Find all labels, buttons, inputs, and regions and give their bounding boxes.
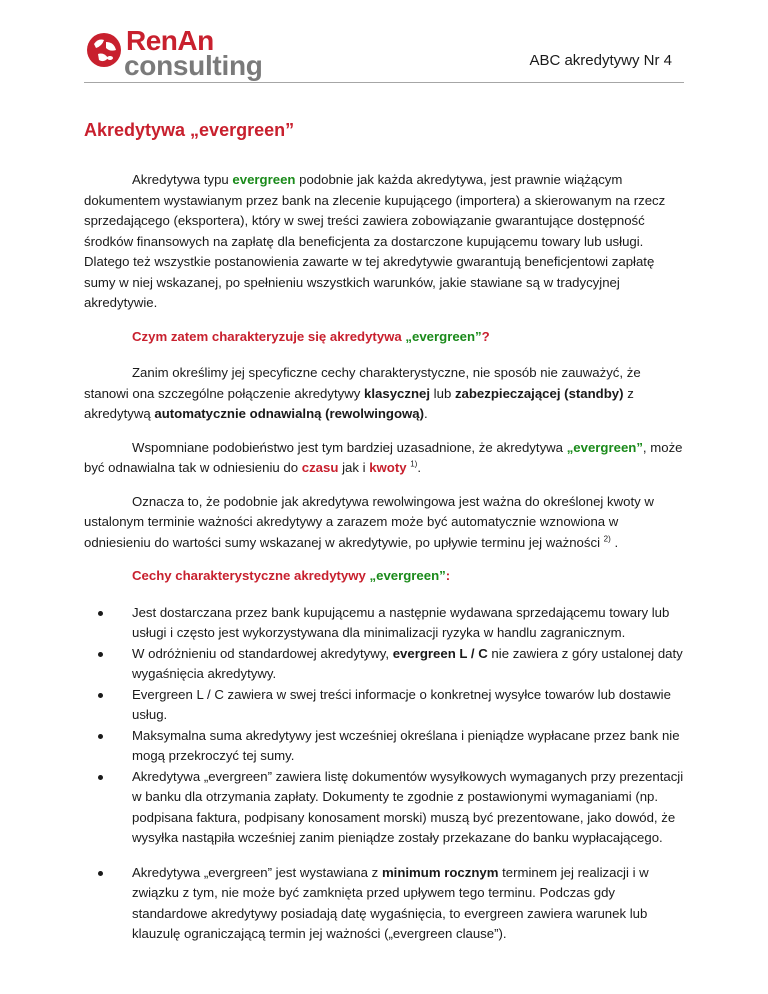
section-question: Czym zatem charakteryzuje się akredytywa „evergreen”? xyxy=(132,328,490,344)
footnote-ref-1: 1) xyxy=(410,459,418,469)
bullet-icon xyxy=(98,693,103,698)
bullet-icon xyxy=(98,871,103,876)
paragraph-combination: Zanim określimy jej specyficzne cechy charakterystyczne, nie sposób nie zauważyć, że stanowi ona szczególne połączenie akredytywy klasycznej lub zabezpieczającej (standby) z akredytywą automatycznie odnawialną (rewolwingową). xyxy=(84,365,641,421)
logo-text-consulting: consulting xyxy=(124,50,263,81)
page-title: Akredytywa „evergreen” xyxy=(84,120,295,140)
features-list xyxy=(84,603,684,945)
bullet-icon xyxy=(98,652,103,657)
logo-text-renan: RenAn xyxy=(126,25,214,56)
list-item: Maksymalna suma akredytywy jest wcześniej określana i pieniądze wypłacane przez bank nie mogą przekroczyć tej sumy. xyxy=(84,726,684,767)
page-header xyxy=(0,0,768,100)
footnote-ref-2: 2) xyxy=(603,534,611,544)
intro-paragraph: Akredytywa typu evergreen podobnie jak każda akredytywa, jest prawnie wiążącym dokumentem wystawianym przez bank na zlecenie kupującego (importera) a skierowanym na rzecz sprzedającego (eksportera), który w swej treści zawiera zobowiązanie gwarantujące dostępność środków finansowych na zapłatę dla beneficjenta za dostarczone kupującemu towary lub usługi. Dlatego też wszystkie postanowienia zawarte w tej akredytywie gwarantują beneficjentowi zapłatę sumy w niej wskazanej, po spełnieniu wszystkich warunków, jakie stawiane są w tradycyjnej akredytywie. xyxy=(84,172,666,310)
list-item: Jest dostarczana przez bank kupującemu a następnie wydawana sprzedającemu towary lub usługi i często jest wykorzystywana dla minimalizacji ryzyka w handlu zagranicznym. xyxy=(84,603,684,644)
bullet-icon xyxy=(98,734,103,739)
list-item: Akredytywa „evergreen” zawiera listę dokumentów wysyłkowych wymaganych przy prezentacji w banku dla otrzymania zapłaty. Dokumenty te zgodnie z postawionymi wymaganiami (np. podpisana faktura, podpisany konosament morski) muszą być prezentowane, jako dowód, że wysyłka nastąpiła wcześniej zanim pieniądze zostały przekazane do banku wypłacającego. xyxy=(84,767,684,849)
paragraph-revolving: Oznacza to, że podobnie jak akredytywa rewolwingowa jest ważna do określonej kwoty w ustalonym terminie ważności akredytywy a zarazem może być automatycznie wznowiona w odniesieniu do wartości sumy wskazanej w akredytywie, po upływie terminu jej ważności $^{2)}$ . xyxy=(84,493,654,550)
bullet-icon xyxy=(98,775,103,780)
document-label: ABC akredytywy Nr 4 xyxy=(529,52,672,69)
section-features-heading: Cechy charakterystyczne akredytywy „evergreen”: xyxy=(132,568,451,583)
list-item: Akredytywa „evergreen” jest wystawiana z minimum rocznym terminem jej realizacji i w związku z tym, nie może być zamknięta przed upływem tego terminu. Podczas gdy standardowe akredytywy posiadają datę wygaśnięcia, to evergreen zawiera warunek lub klauzulę ograniczającą termin jej ważności („evergreen clause”). xyxy=(84,863,684,945)
list-item: W odróżnieniu od standardowej akredytywy, evergreen L / C nie zawiera z góry ustalonej daty wygaśnięcia akredytywy. xyxy=(84,644,684,685)
paragraph-similarity: Wspomniane podobieństwo jest tym bardziej uzasadnione, że akredytywa „evergreen”, może być odnawialna tak w odniesieniu do czasu jak i kwoty $^{1)}$. xyxy=(84,439,683,475)
globe-icon xyxy=(84,30,124,70)
header-divider xyxy=(84,82,684,83)
list-item: Evergreen L / C zawiera w swej treści informacje o konkretnej wysyłce towarów lub dostawie usług. xyxy=(84,685,684,726)
document-body xyxy=(84,118,684,945)
company-logo xyxy=(84,26,284,82)
bullet-icon xyxy=(98,611,103,616)
